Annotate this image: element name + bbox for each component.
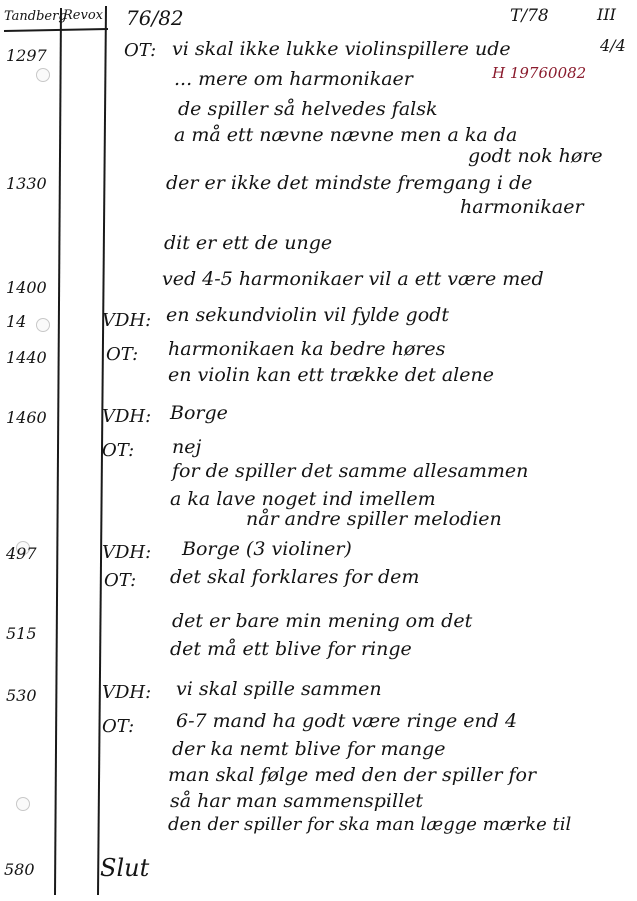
margin-counter: 530	[6, 686, 37, 705]
margin-counter: 580	[4, 860, 35, 879]
transcript-line: 6-7 mand ha godt være ringe end 4	[176, 710, 518, 732]
speaker-label: VDH:	[102, 542, 152, 563]
header-fraction: 4/4	[600, 36, 626, 55]
margin-counter: 1440	[6, 348, 47, 367]
header-rule	[4, 29, 108, 31]
transcript-line: for de spiller det samme allesammen	[172, 460, 529, 482]
header-page-ref: T/78	[510, 6, 549, 26]
transcript-line: der er ikke det mindste fremgang i de	[166, 172, 533, 194]
transcript-line: når andre spiller melodien	[246, 508, 502, 530]
transcript-line: nej	[172, 436, 202, 458]
margin-counter: 515	[6, 624, 37, 643]
transcript-line: a må ett nævne nævne men a ka da	[174, 124, 518, 146]
margin-counter: 1460	[6, 408, 47, 427]
punch-hole-middle	[36, 318, 50, 332]
transcript-line: en violin kan ett trække det alene	[168, 364, 494, 386]
speaker-label: OT:	[102, 440, 135, 461]
transcript-line: den der spiller for ska man lægge mærke til	[168, 814, 572, 835]
header-column-tandberg: Tandberg	[4, 9, 67, 24]
margin-counter: 1330	[6, 174, 47, 193]
transcript-line: vi skal spille sammen	[176, 678, 382, 700]
speaker-label: OT:	[104, 570, 137, 591]
transcript-line: harmonikaer	[460, 196, 584, 218]
speaker-label: VDH:	[102, 310, 152, 331]
header-date: 76/82	[126, 6, 184, 30]
column-rule-left	[55, 8, 61, 895]
speaker-label: VDH:	[102, 682, 152, 703]
transcript-line: der ka nemt blive for mange	[172, 738, 446, 760]
transcript-line: ... mere om harmonikaer	[174, 68, 413, 90]
punch-hole-top	[36, 68, 50, 82]
transcript-line: dit er ett de unge	[164, 232, 333, 254]
transcript-line: de spiller så helvedes falsk	[178, 98, 438, 120]
punch-hole-bottom	[16, 797, 30, 811]
transcript-line: det skal forklares for dem	[170, 566, 420, 588]
transcript-line: Borge (3 violiner)	[182, 538, 352, 560]
transcript-line: Borge	[170, 402, 228, 424]
transcript-line: det må ett blive for ringe	[170, 638, 412, 660]
transcript-line: ved 4-5 harmonikaer vil a ett være med	[162, 268, 544, 290]
margin-counter: 14	[6, 312, 27, 331]
transcript-line: man skal følge med den der spiller for	[168, 764, 537, 786]
transcript-line: a ka lave noget ind imellem	[170, 488, 436, 510]
transcript-line: harmonikaen ka bedre høres	[168, 338, 446, 360]
transcript-line: en sekundviolin vil fylde godt	[166, 304, 449, 326]
transcript-line: godt nok høre	[468, 145, 603, 167]
transcript-line: så har man sammenspillet	[170, 790, 424, 812]
speaker-label: OT:	[102, 716, 135, 737]
transcript-line: vi skal ikke lukke violinspillere ude	[172, 38, 511, 60]
transcript-line: det er bare min mening om det	[172, 610, 473, 632]
speaker-label: OT:	[106, 344, 139, 365]
header-roman-numeral: III	[597, 5, 616, 24]
margin-counter: 1400	[6, 278, 47, 297]
closing-word: Slut	[100, 854, 150, 882]
speaker-label: OT:	[124, 40, 157, 61]
header-column-revox: Revox	[63, 8, 103, 23]
speaker-label: VDH:	[102, 406, 152, 427]
archive-id: H 19760082	[492, 64, 587, 82]
margin-counter: 497	[6, 544, 37, 563]
margin-counter: 1297	[6, 46, 47, 65]
